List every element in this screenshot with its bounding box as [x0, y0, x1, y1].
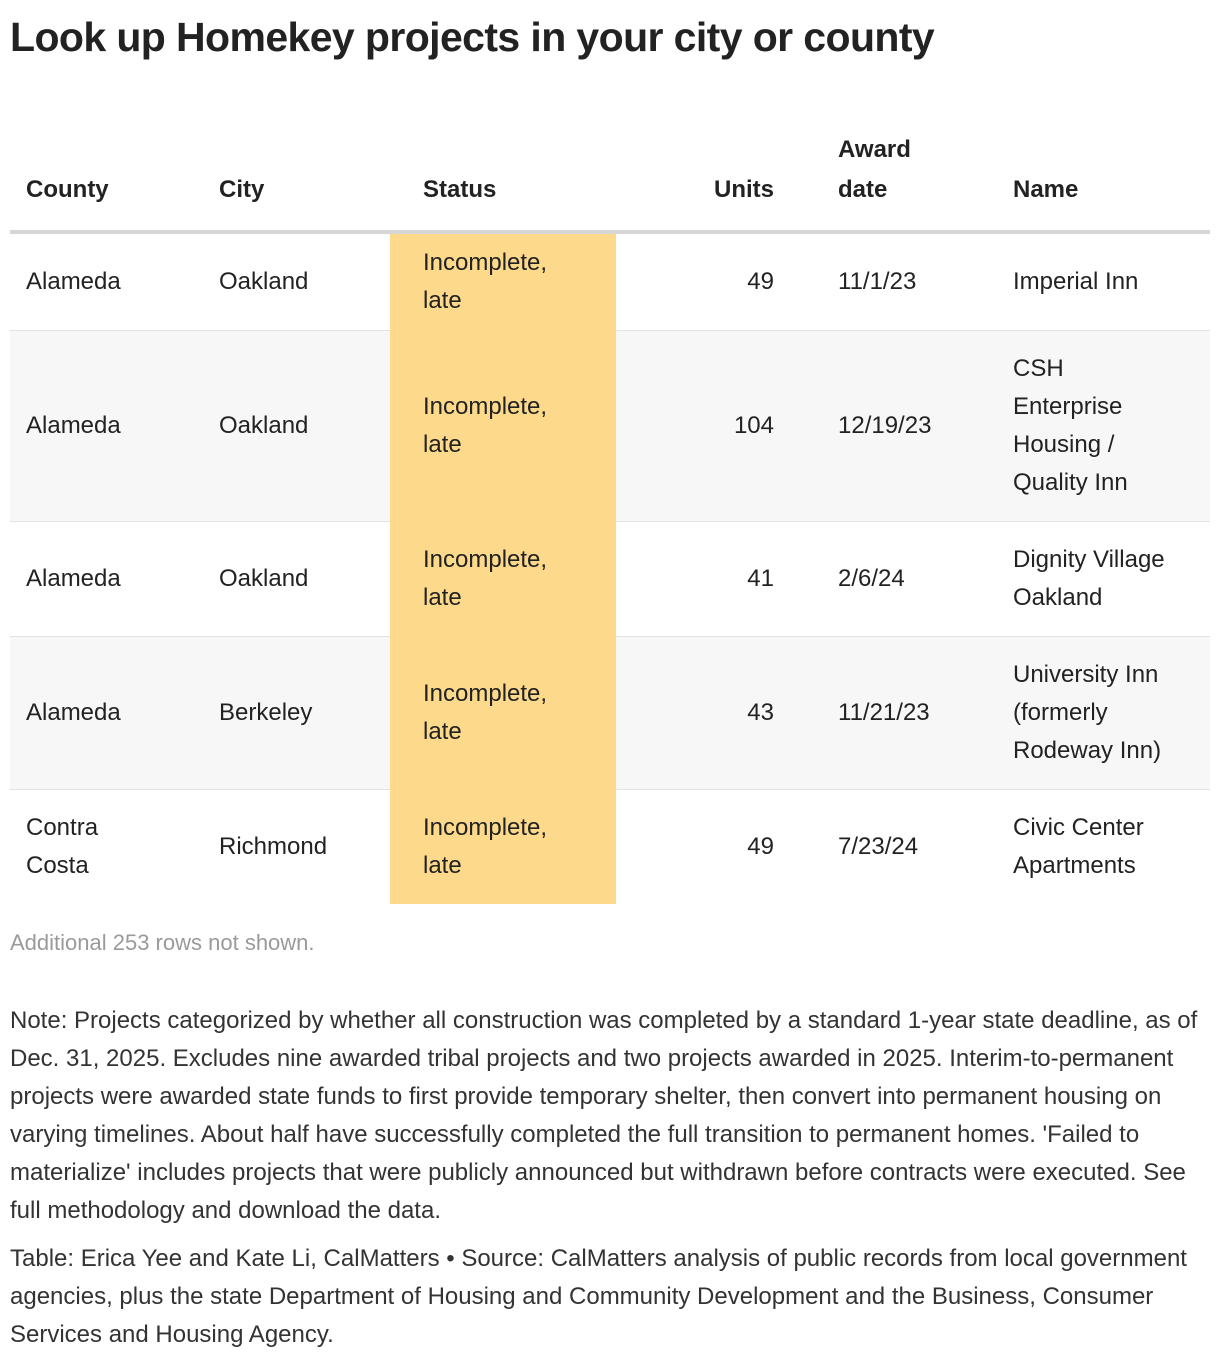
notes-section [10, 1002, 1210, 1364]
cell-units [616, 790, 806, 905]
column-header-city[interactable]: City [203, 130, 390, 232]
table-body [10, 232, 1210, 904]
more-rows-note: Additional 253 rows not shown. [10, 930, 315, 955]
projects-table [10, 130, 1210, 904]
cell-award-date [806, 232, 1001, 331]
table-row [10, 232, 1210, 331]
cell-status-text: Incomplete, late [423, 814, 548, 879]
cell-units-text: 41 [747, 565, 774, 592]
cell-county-text: Alameda [26, 412, 121, 439]
cell-units [616, 232, 806, 331]
cell-units [616, 522, 806, 637]
cell-award-date-text: 11/1/23 [838, 268, 917, 295]
page-title: Look up Homekey projects in your city or county [10, 14, 935, 60]
methodology-note: Note: Projects categorized by whether all construction was completed by a standard 1-year state deadline, as of Dec. 31, 2025. Excludes nine awarded tribal projects and two projects awarded in 2025. Interim-to-permanent projects were awarded state funds to first provide temporary shelter, then convert into permanent housing on varying timelines. About half have successfully completed the full transition to permanent homes. 'Failed to materialize' includes projects that were publicly announced but withdrawn before contracts were executed. See full methodology and download the data. [10, 1007, 1198, 1224]
cell-award-date-text: 2/6/24 [838, 565, 905, 592]
cell-city-text: Oakland [219, 565, 309, 592]
table-row [10, 790, 1210, 905]
cell-city [203, 331, 390, 522]
cell-city-text: Berkeley [219, 699, 313, 726]
cell-name [1001, 232, 1210, 331]
cell-city-text: Oakland [219, 268, 309, 295]
cell-award-date-text: 12/19/23 [838, 412, 932, 439]
cell-name [1001, 637, 1210, 790]
column-header-status[interactable]: Status [390, 130, 616, 232]
cell-status [390, 522, 616, 637]
cell-county-text: Alameda [26, 699, 121, 726]
cell-city [203, 522, 390, 637]
cell-units-text: 49 [747, 268, 774, 295]
cell-award-date [806, 790, 1001, 905]
cell-award-date [806, 637, 1001, 790]
cell-award-date [806, 522, 1001, 637]
cell-status [390, 232, 616, 331]
table-row [10, 331, 1210, 522]
cell-status-text: Incomplete, late [423, 546, 548, 611]
cell-award-date-text: 11/21/23 [838, 699, 930, 726]
column-header-name[interactable]: Name [1001, 130, 1210, 232]
cell-name [1001, 331, 1210, 522]
column-header-county[interactable]: County [10, 130, 203, 232]
header-row [10, 130, 1210, 232]
cell-units [616, 637, 806, 790]
cell-county [10, 637, 203, 790]
cell-status [390, 637, 616, 790]
cell-name-text: CSH Enterprise Housing / Quality Inn [1013, 355, 1128, 496]
cell-city [203, 790, 390, 905]
table-row [10, 637, 1210, 790]
cell-units-text: 104 [733, 412, 774, 439]
cell-name [1001, 522, 1210, 637]
cell-county [10, 232, 203, 331]
cell-city-text: Oakland [219, 412, 309, 439]
cell-status [390, 331, 616, 522]
cell-county-text: Contra Costa [26, 814, 99, 879]
column-header-award-date-label: Award date [838, 136, 911, 203]
column-header-award-date[interactable] [806, 130, 1001, 232]
cell-award-date [806, 331, 1001, 522]
cell-award-date-text: 7/23/24 [838, 833, 919, 860]
cell-name-text: University Inn (formerly Rodeway Inn) [1013, 661, 1162, 764]
table-row [10, 522, 1210, 637]
cell-name-text: Imperial Inn [1013, 268, 1139, 295]
cell-status [390, 790, 616, 905]
cell-units [616, 331, 806, 522]
cell-city [203, 637, 390, 790]
cell-name [1001, 790, 1210, 905]
cell-units-text: 43 [747, 699, 774, 726]
cell-county [10, 331, 203, 522]
cell-city-text: Richmond [219, 833, 328, 860]
cell-city [203, 232, 390, 331]
cell-county [10, 522, 203, 637]
cell-county-text: Alameda [26, 565, 121, 592]
cell-status-text: Incomplete, late [423, 680, 548, 745]
source-credit: Table: Erica Yee and Kate Li, CalMatters • Source: CalMatters analysis of public records from local government agencies, plus the state Department of Housing and Community Development and the Business, Consumer Services and Housing Agency. [10, 1245, 1187, 1348]
table-header [10, 130, 1210, 232]
cell-county-text: Alameda [26, 268, 121, 295]
cell-status-text: Incomplete, late [423, 393, 548, 458]
cell-status-text: Incomplete, late [423, 249, 548, 314]
cell-name-text: Dignity Village Oakland [1013, 546, 1165, 611]
cell-county [10, 790, 203, 905]
cell-name-text: Civic Center Apartments [1013, 814, 1144, 879]
cell-units-text: 49 [747, 833, 774, 860]
column-header-units[interactable]: Units [616, 130, 806, 232]
